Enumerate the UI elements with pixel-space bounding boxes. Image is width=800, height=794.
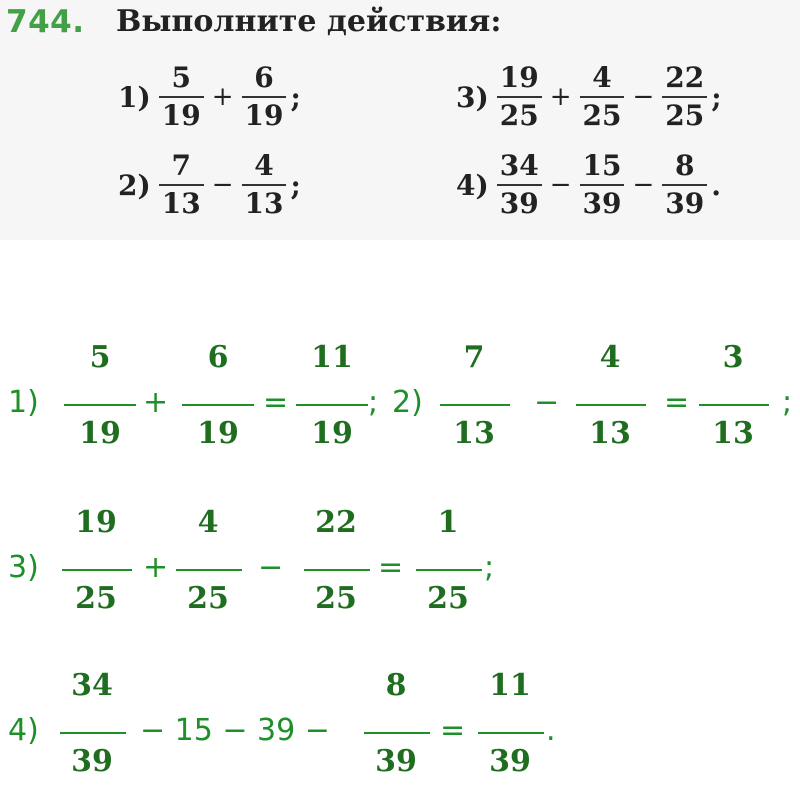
operator: − <box>632 170 655 200</box>
numerator: 34 <box>499 149 539 182</box>
numerator: 19 <box>75 505 117 540</box>
numerator: 8 <box>675 149 695 182</box>
task-2 <box>118 150 301 220</box>
fraction <box>497 150 542 220</box>
middle-expression: − 15 − 39 − <box>140 713 330 748</box>
denominator: 25 <box>499 99 539 132</box>
punctuation: ; <box>782 385 793 420</box>
punctuation: ; <box>484 550 495 585</box>
fraction <box>580 62 625 132</box>
solution-row-1 <box>0 340 800 460</box>
task-label: 1) <box>118 80 151 114</box>
operator: − <box>534 385 560 420</box>
solution-row-2 <box>0 505 800 625</box>
equals: = <box>440 713 466 748</box>
numerator: 11 <box>311 340 353 375</box>
denominator: 19 <box>244 99 284 132</box>
operator: + <box>211 82 234 112</box>
fraction <box>242 62 287 132</box>
operator: + <box>143 550 169 585</box>
solution-label: 3) <box>8 550 39 585</box>
operator: − <box>632 82 655 112</box>
exercise-title: Выполните действия: <box>116 4 502 39</box>
denominator: 39 <box>665 187 705 220</box>
operator: + <box>143 385 169 420</box>
solution-label: 2) <box>392 385 423 420</box>
denominator: 39 <box>582 187 622 220</box>
numerator: 4 <box>599 340 621 375</box>
numerator: 34 <box>71 668 113 703</box>
fraction <box>662 150 707 220</box>
operator: + <box>549 82 572 112</box>
numerator: 3 <box>722 340 744 375</box>
task-label: 2) <box>118 168 151 202</box>
denominator: 39 <box>71 744 113 779</box>
fraction <box>159 62 204 132</box>
numerator: 4 <box>592 61 612 94</box>
numerator: 7 <box>171 149 191 182</box>
denominator: 19 <box>311 416 353 451</box>
operator: − <box>258 550 284 585</box>
punctuation: ; <box>290 80 301 114</box>
numerator: 8 <box>385 668 407 703</box>
task-1 <box>118 62 301 132</box>
denominator: 25 <box>427 581 469 616</box>
numerator: 19 <box>499 61 539 94</box>
numerator: 4 <box>197 505 219 540</box>
denominator: 39 <box>489 744 531 779</box>
denominator: 13 <box>244 187 284 220</box>
punctuation: ; <box>368 385 379 420</box>
denominator: 19 <box>161 99 201 132</box>
denominator: 19 <box>197 416 239 451</box>
denominator: 39 <box>499 187 539 220</box>
numerator: 7 <box>463 340 485 375</box>
task-label: 4) <box>456 168 489 202</box>
numerator: 1 <box>437 505 459 540</box>
numerator: 11 <box>489 668 531 703</box>
denominator: 13 <box>161 187 201 220</box>
denominator: 39 <box>375 744 417 779</box>
solution-label: 4) <box>8 713 39 748</box>
task-label: 3) <box>456 80 489 114</box>
solution-row-3 <box>0 668 800 788</box>
denominator: 13 <box>712 416 754 451</box>
task-3 <box>456 62 722 132</box>
punctuation: ; <box>290 168 301 202</box>
numerator: 5 <box>89 340 111 375</box>
fraction <box>242 150 287 220</box>
denominator: 19 <box>79 416 121 451</box>
operator: − <box>211 170 234 200</box>
denominator: 25 <box>582 99 622 132</box>
task-4 <box>456 150 721 220</box>
numerator: 15 <box>582 149 622 182</box>
punctuation: . <box>711 168 721 202</box>
exercise-number: 744. <box>6 4 85 40</box>
denominator: 25 <box>665 99 705 132</box>
solution-label: 1) <box>8 385 39 420</box>
denominator: 13 <box>589 416 631 451</box>
numerator: 4 <box>254 149 274 182</box>
fraction <box>497 62 542 132</box>
numerator: 22 <box>315 505 357 540</box>
fraction <box>580 150 625 220</box>
equals: = <box>664 385 690 420</box>
problem-statement <box>0 0 800 240</box>
numerator: 6 <box>254 61 274 94</box>
equals: = <box>378 550 404 585</box>
numerator: 22 <box>665 61 705 94</box>
operator: − <box>549 170 572 200</box>
numerator: 6 <box>207 340 229 375</box>
fraction <box>159 150 204 220</box>
equals: = <box>263 385 289 420</box>
denominator: 25 <box>315 581 357 616</box>
punctuation: . <box>546 713 556 748</box>
punctuation: ; <box>711 80 722 114</box>
denominator: 13 <box>453 416 495 451</box>
denominator: 25 <box>187 581 229 616</box>
denominator: 25 <box>75 581 117 616</box>
fraction <box>662 62 707 132</box>
numerator: 5 <box>171 61 191 94</box>
